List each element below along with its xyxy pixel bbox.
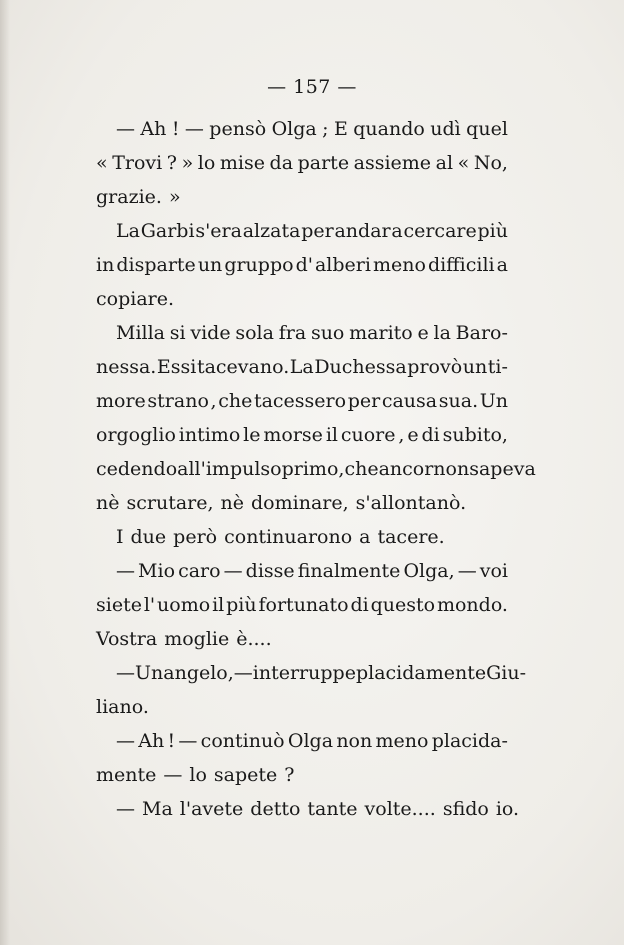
text-line: siete l' uomo il più fortunato di questo mondo. — [96, 594, 508, 616]
text-line: copiare. — [96, 288, 175, 310]
page-number: — 157 — — [267, 76, 357, 98]
text-line: more strano , che tacessero per causa sua. Un — [96, 390, 508, 412]
body-text — [96, 112, 536, 826]
text-line: — Mio caro — disse finalmente Olga, — voi — [116, 560, 508, 582]
text-line: nè scrutare, nè dominare, s'allontanò. — [96, 492, 467, 514]
text-line: orgoglio intimo le morse il cuore , e di subito, — [96, 424, 508, 446]
text-line: — Ah ! — pensò Olga ; E quando udì quel — [116, 118, 508, 140]
text-line: grazie. » — [96, 186, 181, 208]
text-line: in disparte un gruppo d' alberi meno difficili a — [96, 254, 508, 276]
text-line: Vostra moglie è.... — [96, 628, 272, 650]
text-line: La Garbi s'era alzata per andar a cercare più — [116, 220, 508, 242]
text-line: — Ah ! — continuò Olga non meno placida- — [116, 730, 508, 752]
text-line: — Ma l'avete detto tante volte.... sfido io. — [116, 798, 520, 820]
text-line: Milla si vide sola fra suo marito e la Baro- — [116, 322, 508, 344]
text-line: nessa. Essi tacevano. La Duchessa provò un ti- — [96, 356, 508, 378]
text-line: « Trovi ? » lo mise da parte assieme al « No, — [96, 152, 508, 174]
text-line: mente — lo sapete ? — [96, 764, 295, 786]
text-line: cedendo all'impulso primo, che ancor non sapeva — [96, 458, 536, 480]
text-line: liano. — [96, 696, 149, 718]
text-line: I due però continuarono a tacere. — [116, 526, 445, 548]
text-line: — Un angelo, — interruppe placidamente Giu- — [116, 662, 527, 684]
page-gutter-shadow — [0, 0, 10, 945]
